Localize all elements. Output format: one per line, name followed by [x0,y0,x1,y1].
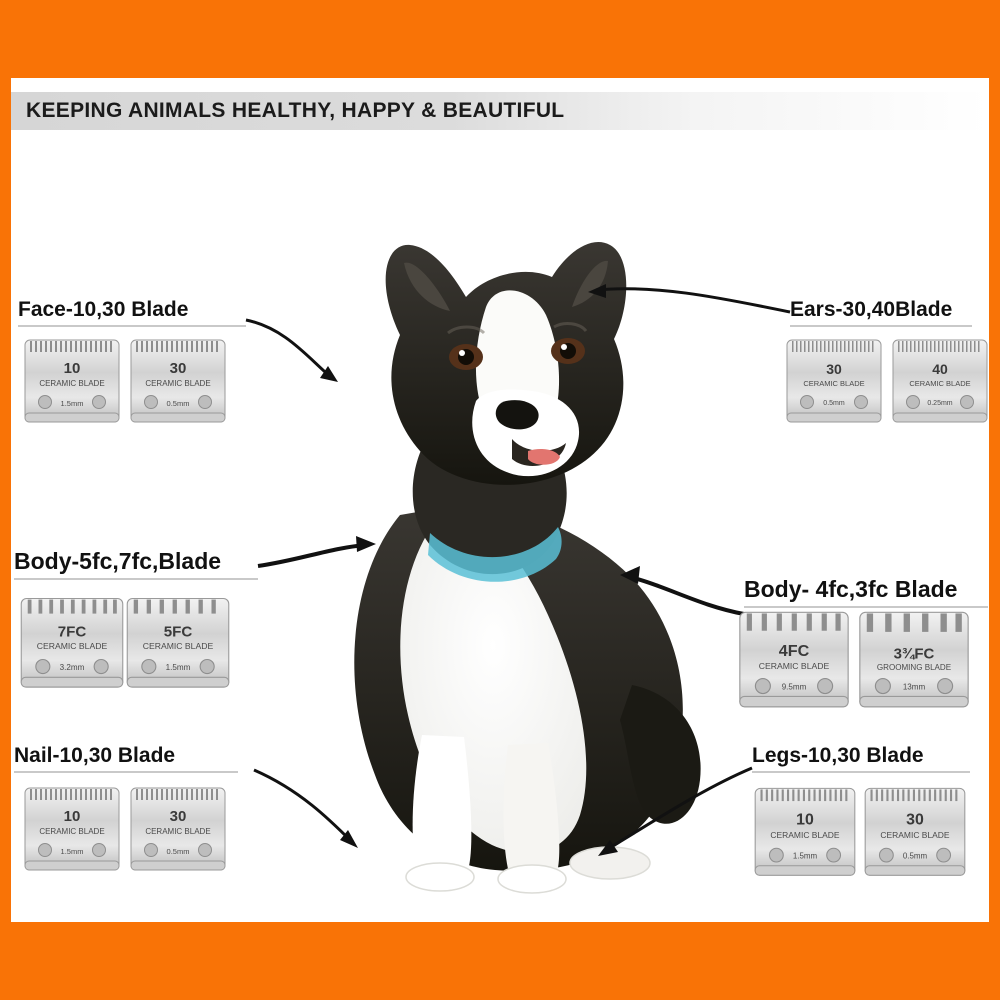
callout-label-face: Face-10,30 Blade [18,298,246,325]
svg-text:CERAMIC BLADE: CERAMIC BLADE [758,660,830,671]
svg-text:0.5mm: 0.5mm [166,399,190,408]
svg-text:10: 10 [63,808,81,825]
svg-text:0.25mm: 0.25mm [927,400,953,407]
svg-text:0.5mm: 0.5mm [166,847,190,856]
callout-label-ears: Ears-30,40Blade [790,298,972,325]
svg-text:10: 10 [796,811,814,829]
svg-text:0.5mm: 0.5mm [823,400,845,407]
svg-text:1.5mm: 1.5mm [60,847,84,856]
svg-text:13mm: 13mm [902,682,926,692]
blade-face-1 [22,338,122,430]
dog-illustration [280,215,720,895]
blade-body-right-1 [736,610,852,716]
svg-text:3¾FC: 3¾FC [893,645,935,663]
svg-text:30: 30 [169,360,187,377]
callout-label-legs: Legs-10,30 Blade [752,744,970,771]
bottom-accent-bar [0,922,1000,1000]
blade-body-left-2 [124,596,232,696]
callout-label-body-left: Body-5fc,7fc,Blade [14,548,258,578]
svg-text:CERAMIC BLADE: CERAMIC BLADE [803,379,865,388]
blade-ears-1 [784,338,884,430]
svg-text:CERAMIC BLADE: CERAMIC BLADE [142,641,214,652]
blade-legs-2 [862,786,968,884]
svg-text:3.2mm: 3.2mm [59,662,85,672]
svg-text:GROOMING BLADE: GROOMING BLADE [876,662,952,672]
blade-body-right-2 [856,610,972,716]
svg-text:30: 30 [169,808,187,825]
blade-body-left-1 [18,596,126,696]
callout-label-nail: Nail-10,30 Blade [14,744,238,771]
blade-ears-2 [890,338,990,430]
svg-text:0.5mm: 0.5mm [902,851,928,861]
blade-legs-1 [752,786,858,884]
blade-face-2 [128,338,228,430]
right-accent-rail [989,0,1000,1000]
svg-text:1.5mm: 1.5mm [792,851,818,861]
svg-text:4FC: 4FC [778,642,810,661]
svg-text:CERAMIC BLADE: CERAMIC BLADE [770,830,840,841]
svg-text:30: 30 [826,361,842,377]
svg-text:1.5mm: 1.5mm [60,399,84,408]
svg-text:CERAMIC BLADE: CERAMIC BLADE [36,641,108,652]
tagline-text: KEEPING ANIMALS HEALTHY, HAPPY & BEAUTIFUL [26,99,565,122]
svg-text:5FC: 5FC [163,623,193,641]
svg-text:CERAMIC BLADE: CERAMIC BLADE [909,379,971,388]
left-accent-rail [0,0,11,1000]
svg-text:10: 10 [63,360,81,377]
blade-nail-2 [128,786,228,878]
svg-text:9.5mm: 9.5mm [781,682,807,692]
svg-text:CERAMIC BLADE: CERAMIC BLADE [880,830,950,841]
svg-text:CERAMIC BLADE: CERAMIC BLADE [39,827,105,836]
blade-nail-1 [22,786,122,878]
svg-text:CERAMIC BLADE: CERAMIC BLADE [145,379,211,388]
svg-text:CERAMIC BLADE: CERAMIC BLADE [145,827,211,836]
svg-text:30: 30 [906,811,924,829]
callout-label-body-right: Body- 4fc,3fc Blade [744,576,988,606]
svg-text:7FC: 7FC [57,623,87,641]
svg-text:1.5mm: 1.5mm [165,662,191,672]
svg-text:40: 40 [932,361,948,377]
svg-text:CERAMIC BLADE: CERAMIC BLADE [39,379,105,388]
top-accent-bar [0,0,1000,78]
